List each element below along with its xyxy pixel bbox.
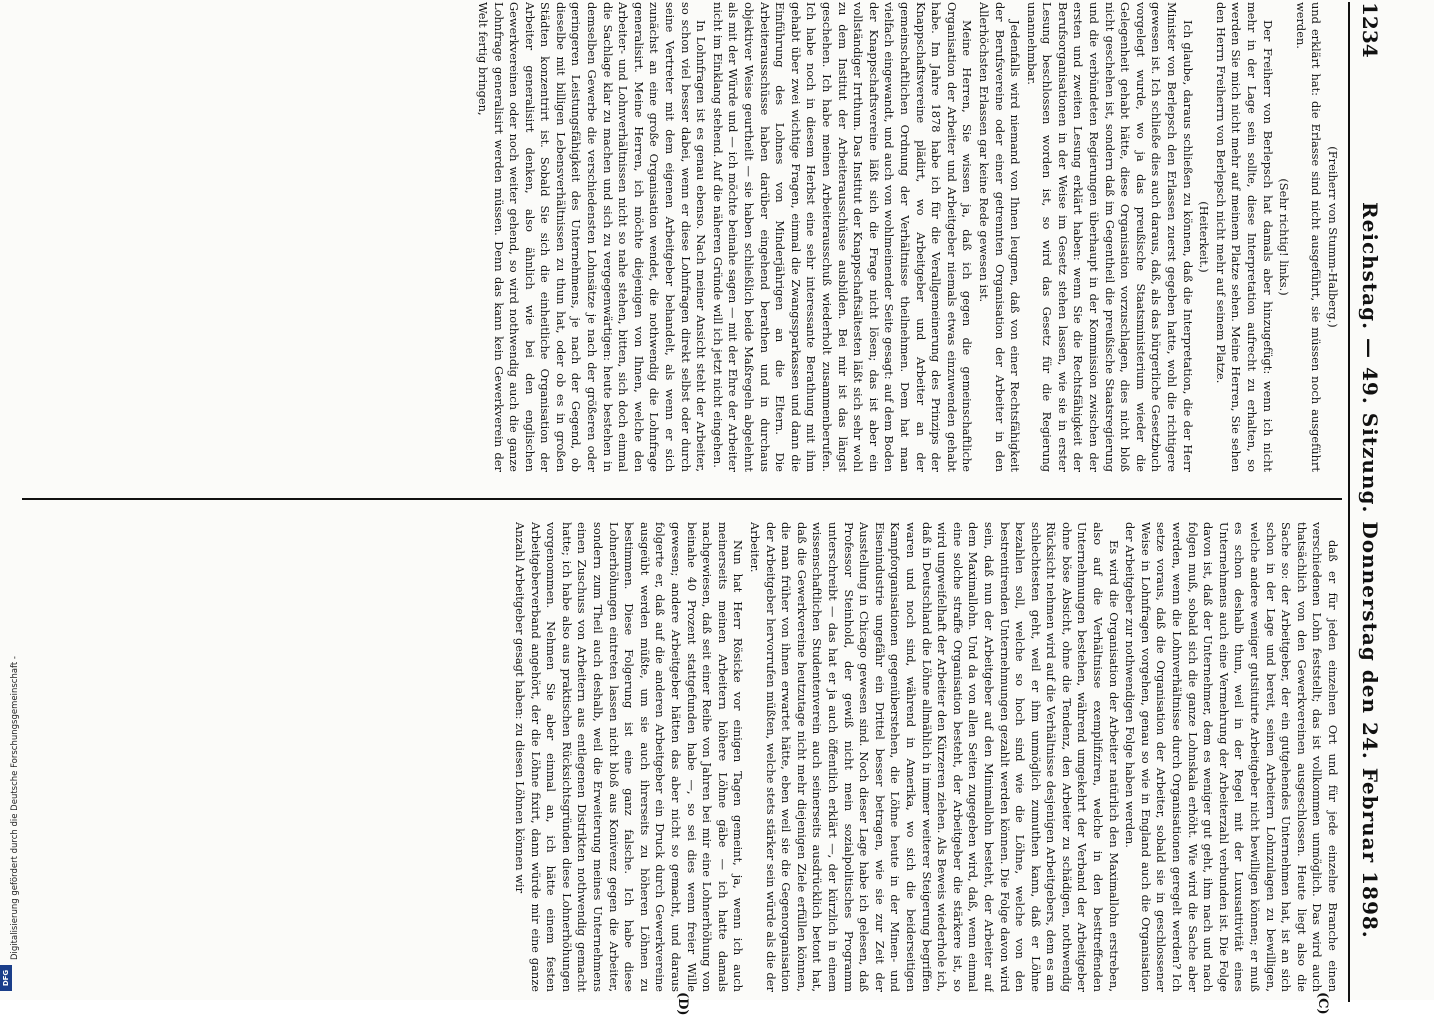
right-text-column — [20, 522, 1340, 992]
paragraph: Jedenfalls wird niemand von Ihnen leugnen, daß von einer Rechtsfähigkeit der Berufsvereine oder einer getrennten Organisation der Arbeiter in den Allerhöchsten Erlassen gar keine Rede gewesen ist. — [976, 2, 1023, 472]
paragraph: (Sehr richtig! links.) — [1277, 178, 1292, 296]
paragraph: Nun hat Herr Rösicke vor einigen Tagen gemeint, ja, wenn ich auch meinerseits meinen Arbeitern höhere Löhne gäbe — ich hatte damals nachgewiesen, daß seit einer Reihe von Jahren bei mir eine Lohnerhöhung von beinahe 40 Prozent stattgefunden habe —, so sei dies wenn freier Wille gewesen; andere Arbeitgeber hätten das aber nicht so gemacht, und daraus folgerte er, daß auf die anderen Arbeitgeber ein Druck durch Gewerkvereine ausgeübt werden müßte, um sie auch ihrerseits zu höheren Löhnen zu bestimmen. Diese Folgerung ist eine ganz falsche. Ich habe diese Lohnerhöhungen eintreten lassen nicht bloß aus Konivenz gegen die Arbeiter, sondern zum Theil auch deshalb, weil die Erweiterung meines Unternehmens einen Zuschuss von Arbeitern aus entlegenen Distrikten nothwendig gemacht hatte; ich habe also aus praktischen Rücksichtsgründen diese Lohnerhöhungen vorgenommen. Nehmen Sie aber einmal an, ich hätte einem festen Arbeitgeberverband angehört, der die Löhne fixirt, dann würde mir eine ganze Anzahl Arbeitgeber gesagt haben: zu diesen Löhnen können wir — [513, 522, 746, 992]
paragraph: Der Freiherr von Berlepsch hat damals aber hinzugefügt: wenn ich nicht mehr in der Lage sein sollte, diese Interpretation aufrecht zu erhalten, so werden Sie mich nicht mehr auf meinem Platze sehen. Meine Herren, Sie sehen den Herrn Freiherrn von Berlepsch nicht mehr auf seinem Platze. — [1213, 2, 1275, 472]
margin-mark-d: (D) — [675, 992, 690, 1016]
paragraph: Meine Herren, Sie wissen ja, daß ich gegen die gemeinschaftliche Organisation der Arbeiter und Arbeitgeber niemals etwas einzuwenden gehabt habe. Im Jahre 1878 habe ich für die Verallgemeinerung des Prinzips der Knappschaftsvereine plädirt, wo Arbeitgeber und Arbeiter an der gemeinschaftlichen Ordnung der Verhältnisse theilnehmen. Dem hat man vielfach eingewandt, und auch von wohlmeinender Seite gesagt: auf dem Boden der Knappschaftsvereine läßt sich die Frage nicht lösen; das ist aber ein vollständiger Irrthum. Das Institut der Knappschaftsältesten läßt sich sehr wohl zu dem Institut der Arbeiterausschüsse ausbilden. Bei mir ist das längst geschehen. Ich habe meinen Arbeiterausschuß wiederholt zusammenberufen. Ich habe noch in diesem Herbst eine sehr interessante Berathung mit ihm gehabt über zwei wichtige Fragen, einmal die Zwangssparkassen und dann die Einführung des Lohnes von Minderjährigen an die Eltern. Die Arbeiterausschüsse haben darüber eingehend berathen und in durchaus objektiver Weise geurtheilt — sie haben schließlich beide Maßregeln abgelehnt als mit der Würde und — ich möchte beinahe sagen — mit der Ehre der Arbeiter nicht im Einklang stehend. Auf die näheren Gründe will ich jetzt nicht eingehen. — [710, 2, 975, 472]
page-title: Reichstag. — 49. Sitzung. Donnerstag den 24. Februar 1898. — [1358, 202, 1382, 939]
paragraph: Ich glaube, daraus schließen zu können, daß die Interpretation, die der Herr Minister von Berlepsch den Erlassen zuerst gegeben hatte, wohl die richtigere gewesen ist. Ich schließe dies auch daraus, daß, als das bürgerliche Gesetzbuch vorgelegt wurde, wo ja das preußische Staatsministerium wieder die Gelegenheit gehabt hätte, diese Organisation vorzuschlagen, dies nicht bloß nicht geschehen ist, sondern daß im Gegentheil die preußische Staatsregierung und die verbündeten Regierungen überhaupt in der Kommission zwischen der ersten und zweiten Lesung erklärt haben: wenn Sie die Rechtsfähigkeit der Berufsorganisationen in der Weise im Gesetz stehen lassen, wie sie in erster Lesung beschlossen worden ist, so wird das Gesetz für die Regierung unannehmbar. — [1024, 2, 1195, 472]
footer-credit: Digitalisierung gefördert durch die Deutsche Forschungsgemeinschaft - — [10, 656, 20, 960]
column-divider — [22, 498, 1342, 500]
paragraph: Es wird die Organisation der Arbeiter natürlich den Maximallohn erstreben, also auf die Verhältnisse exemplifiziren, welche in den besttreffenden Unternehmungen bestehen, während umgekehrt der Verband der Arbeitgeber ohne böse Absicht, ohne die Tendenz, den Arbeiter zu schädigen, nothwendig Rücksicht nehmen wird auf die Verhältnisse desjenigen Arbeitgebers, dem es am schlechtesten geht, weil er ihm unmöglich zumuthen kann, daß er Löhne bezahlen soll, welche so hoch sind wie die Löhne, welche von den bestrentirenden Unternehmungen gezahlt werden können. Die Folge davon wird sein, daß nun der Arbeitgeber auf den Minimallohn besteht, der Arbeiter auf dem Maximallohn. Und da von allen Seiten zugegeben wird, daß, wenn einmal eine solche straffe Organisation besteht, der Arbeitgeber die stärkere ist, so wird ungweifelhaft der Arbeiter den Kürzeren ziehen. Als Beweis wiederhole ich, daß in Deutschland die Löhne allmählich in immer weiterer Steigerung begriffen waren und noch sind, während in Amerika, wo sich die beiderseitigen Kampforganisationen gegenüberstehen, die Löhne heute in der Minen- und Eisenindustrie ungefähr ein Drittel besser betragen, wie sie zur Zeit der Ausstellung in Chicago gewesen sind. Noch dieser Lage habe ich gelesen, daß Professor Steinhold, der gewiß nicht mein sozialpolitisches Programm unterschreibt — das hat er ja auch öffentlich erklärt —, der kürzlich in einem wissenschaftlichen Studentenverein auch seinerseits ausdrücklich betont hat, daß die Gewerkvereine heutzutage nicht mehr diejenigen Ziele erfüllen können, die man früher von ihnen erwartet hätte, eben weil sie die Gegenorganisation der Arbeitgeber hervorrufen müßten, welche stets stärker sein würde als die der Arbeiter. — [748, 522, 1121, 992]
paragraph: (Freiherr von Stumm-Halberg.) — [1326, 146, 1340, 328]
page-number: 1234 — [1358, 2, 1382, 58]
rotated-page-content — [10, 2, 1390, 1016]
paragraph: und erklärt hat: die Erlasse sind nicht ausgeführt, sie müssen noch ausgeführt werden. — [1293, 2, 1324, 472]
paragraph: In Lohnfragen ist es genau ebenso. Nach meiner Ansicht steht der Arbeiter, so schon viel besser dabei, wenn er diese Lohnfragen direkt selbst oder durch seine Vertreter mit dem eigenen Arbeitgeber behandelt, als wenn er sich zunächst an eine große Organisation wendet, die nothwendig die Lohnfrage generalisirt. Meine Herren, ich möchte diejenigen von Ihnen, welche den Arbeiter- und Lohnverhältnissen nicht so nahe stehen, bitten, sich doch einmal die Sachlage klar zu machen und sich zu vergegenwärtigen: heute bestehen in demselben Gewerbe die verschiedensten Lohnsätze je nach der größeren oder geringeren Leistungsfähigkeit des Unternehmens, je nach der Gegend, ob dieselbe mit billigen Lebensverhältnissen zu thun hat, oder ob es in großen Städten konzentrirt ist. Sobald Sie sich die einheitliche Organisation der Arbeiter generalisirt denken, also ähnlich wie bei den englischen Gewerkvereinen oder noch weiter gehend, so wird nothwendig auch die ganze Lohnfrage generalisirt werden müssen. Denn das kann kein Gewerkverein der Welt fertig bringen, — [475, 2, 709, 472]
paragraph: daß er für jeden einzelnen Ort und für jede einzelne Branche einen verschiedenen Lohn feststellt; das ist vollkommen unmöglich. Das wird auch thatsächlich von den Gewerkvereinen ausgeschlossen. Heute liegt also die Sache so: der Arbeitgeber, der ein gutgehendes Unternehmen hat, ist an sich schon in der Lage und bereit, seinen Arbeitern Lohnzulagen zu bewilligen, welche andere weniger gutsituirte Arbeitgeber nicht bewilligen können; er muß es schon deshalb thun, weil in der Regel mit der Luxusattivität eines Unternehmens auch eine Vermehrung der Arbeiterzahl verbunden ist. Die Folge davon ist, daß der Unternehmer, dem es weniger gut geht, ihm nach und nach folgen muß, sobald sich die ganze Lohnskala erhöht. Wie wird die Sache aber werden, wenn die Lohnverhältnisse durch Organisationen geregelt werden? Ich setze voraus, daß die Organisation der Arbeiter, sobald sie in geschlossener Weise in Lohnfragen vorgehen, genau so wie in England auch die Organisation der Arbeitgeber zur nothwendigen Folge haben werden. — [1123, 522, 1340, 992]
margin-mark-c: (C) — [1315, 992, 1330, 1015]
page-header — [1348, 2, 1390, 1002]
left-text-column — [20, 2, 1340, 472]
paragraph: (Heiterkeit.) — [1197, 201, 1212, 273]
dfg-logo: DFG — [0, 965, 12, 991]
